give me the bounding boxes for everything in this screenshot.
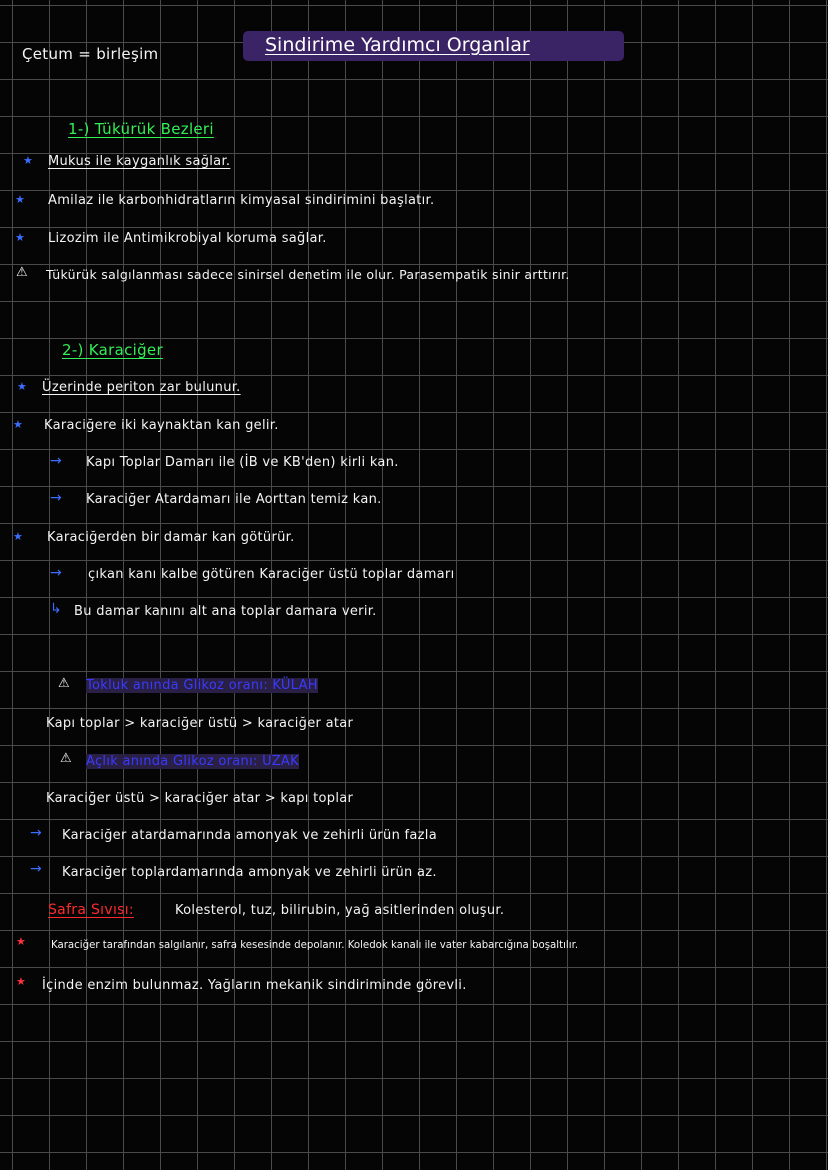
arrow-right-icon: → [50, 565, 62, 581]
section1-line: Mukus ile kayganlık sağlar. [48, 154, 231, 169]
section1-line: Lizozim ile Antimikrobiyal koruma sağlar. [48, 231, 327, 246]
bullet-icon: ★ [15, 193, 25, 206]
section2-line: çıkan kanı kalbe götüren Karaciğer üstü toplar damarı [88, 567, 455, 582]
arrow-right-icon: → [50, 453, 62, 469]
top-note: Çetum = birleşim [22, 45, 159, 63]
section2-heading: 2-) Karaciğer [62, 341, 163, 359]
ammonia-high: Karaciğer atardamarında amonyak ve zehirli ürün fazla [62, 828, 437, 843]
aclik-note: Açlık anında Glikoz oranı: UZAK [86, 754, 299, 769]
section1-line: Tükürük salgılanması sadece sinirsel denetim ile olur. Parasempatik sinir arttırır. [46, 267, 570, 282]
warning-icon: ⚠ [58, 676, 70, 691]
bile-label: Safra Sıvısı: [48, 902, 134, 918]
warning-icon: ⚠ [16, 265, 28, 280]
bullet-icon: ★ [13, 418, 23, 431]
bullet-icon: ★ [23, 154, 33, 167]
bullet-icon: ★ [13, 530, 23, 543]
arrow-right-icon: → [30, 861, 42, 877]
arrow-return-icon: ↳ [50, 601, 62, 617]
bile-text: Kolesterol, tuz, bilirubin, yağ asitlerinden oluşur. [175, 903, 505, 918]
bullet-icon: ★ [16, 935, 26, 948]
bullet-icon: ★ [16, 975, 26, 988]
bile-line: İçinde enzim bulunmaz. Yağların mekanik sindiriminde görevli. [42, 978, 467, 993]
bullet-icon: ★ [15, 231, 25, 244]
section1-line: Amilaz ile karbonhidratların kimyasal sindirimini başlatır. [48, 193, 435, 208]
tokluk-order: Kapı toplar > karaciğer üstü > karaciğer atar [46, 716, 354, 731]
bullet-icon: ★ [17, 380, 27, 393]
section2-line: Kapı Toplar Damarı ile (İB ve KB'den) kirli kan. [86, 455, 399, 470]
section2-line: Karaciğere iki kaynaktan kan gelir. [44, 418, 279, 433]
arrow-right-icon: → [50, 490, 62, 506]
section2-line: Karaciğer Atardamarı ile Aorttan temiz kan. [86, 492, 382, 507]
tokluk-note: Tokluk anında Glikoz oranı: KÜLAH [86, 678, 318, 693]
section1-heading: 1-) Tükürük Bezleri [68, 120, 214, 138]
page-title: Sindirime Yardımcı Organlar [265, 34, 530, 56]
section2-line: Bu damar kanını alt ana toplar damara verir. [74, 604, 377, 619]
warning-icon: ⚠ [60, 751, 72, 766]
section2-line: Karaciğerden bir damar kan götürür. [47, 530, 295, 545]
arrow-right-icon: → [30, 825, 42, 841]
bile-line: Karaciğer tarafından salgılanır, safra kesesinde depolanır. Koledok kanalı ile vater kabarcığına boşaltılır. [51, 940, 579, 951]
section2-line: Üzerinde periton zar bulunur. [42, 380, 241, 395]
aclik-order: Karaciğer üstü > karaciğer atar > kapı toplar [46, 791, 354, 806]
ammonia-low: Karaciğer toplardamarında amonyak ve zehirli ürün az. [62, 865, 437, 880]
